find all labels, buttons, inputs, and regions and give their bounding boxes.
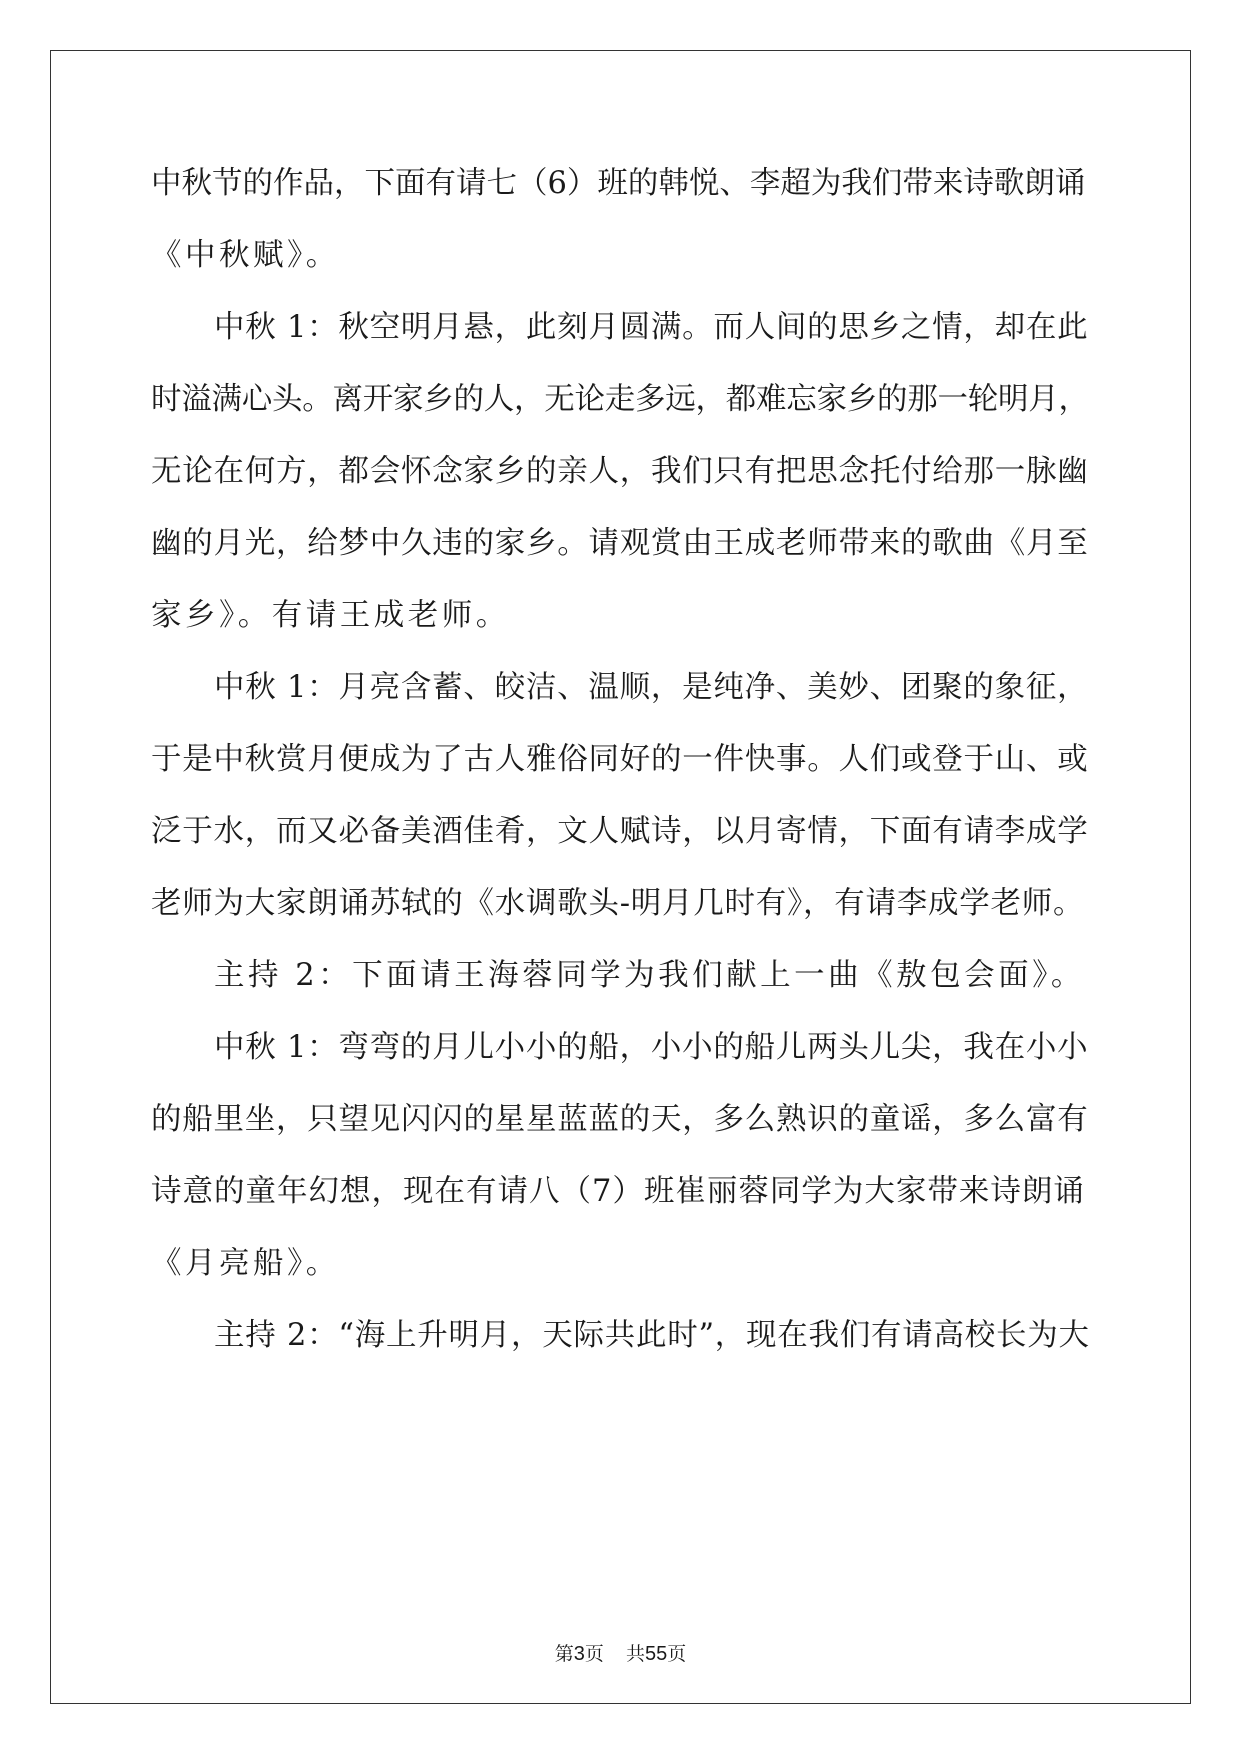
body-line: 时溢满心头。离开家乡的人，无论走多远，都难忘家乡的那一轮明月， — [151, 382, 1089, 417]
body-line: 中秋节的作品，下面有请七（6）班的韩悦、李超为我们带来诗歌朗诵 — [151, 166, 1086, 201]
body-line: 于是中秋赏月便成为了古人雅俗同好的一件快事。人们或登于山、或 — [151, 742, 1089, 777]
body-line: 泛于水，而又必备美酒佳肴，文人赋诗，以月寄情，下面有请李成学 — [151, 814, 1089, 849]
body-line: 幽的月光，给梦中久违的家乡。请观赏由王成老师带来的歌曲《月至 — [151, 526, 1089, 561]
total-suffix: 页 — [667, 1643, 687, 1665]
paragraph-first-line: 主持 2：下面请王海蓉同学为我们献上一曲《敖包会面》。 — [214, 958, 1085, 993]
total-prefix: 共 — [625, 1643, 645, 1665]
paragraph-first-line: 中秋 1：月亮含蓄、皎洁、温顺，是纯净、美妙、团聚的象征， — [214, 670, 1089, 705]
body-line: 无论在何方，都会怀念家乡的亲人，我们只有把思念托付给那一脉幽 — [151, 454, 1089, 489]
total-pages: 55 — [644, 1643, 668, 1665]
page-footer — [0, 1639, 1241, 1666]
body-line: 《月亮船》。 — [151, 1246, 340, 1281]
body-line: 《中秋赋》。 — [151, 238, 340, 273]
body-line: 的船里坐，只望见闪闪的星星蓝蓝的天，多么熟识的童谣，多么富有 — [151, 1102, 1089, 1137]
page-prefix: 第 — [554, 1643, 574, 1665]
page-suffix: 页 — [584, 1643, 604, 1665]
body-line: 老师为大家朗诵苏轼的《水调歌头-明月几时有》，有请李成学老师。 — [151, 886, 1085, 921]
body-line: 家乡》。有请王成老师。 — [151, 598, 510, 633]
page-border — [50, 50, 1191, 1704]
paragraph-first-line: 中秋 1：弯弯的月儿小小的船，小小的船儿两头儿尖，我在小小 — [214, 1030, 1089, 1065]
page-number: 3 — [573, 1643, 585, 1665]
paragraph-first-line: 主持 2：“海上升明月，天际共此时”，现在我们有请高校长为大 — [214, 1318, 1090, 1353]
body-line: 诗意的童年幻想，现在有请八（7）班崔丽蓉同学为大家带来诗朗诵 — [151, 1174, 1085, 1209]
paragraph-first-line: 中秋 1：秋空明月悬，此刻月圆满。而人间的思乡之情，却在此 — [214, 310, 1089, 345]
